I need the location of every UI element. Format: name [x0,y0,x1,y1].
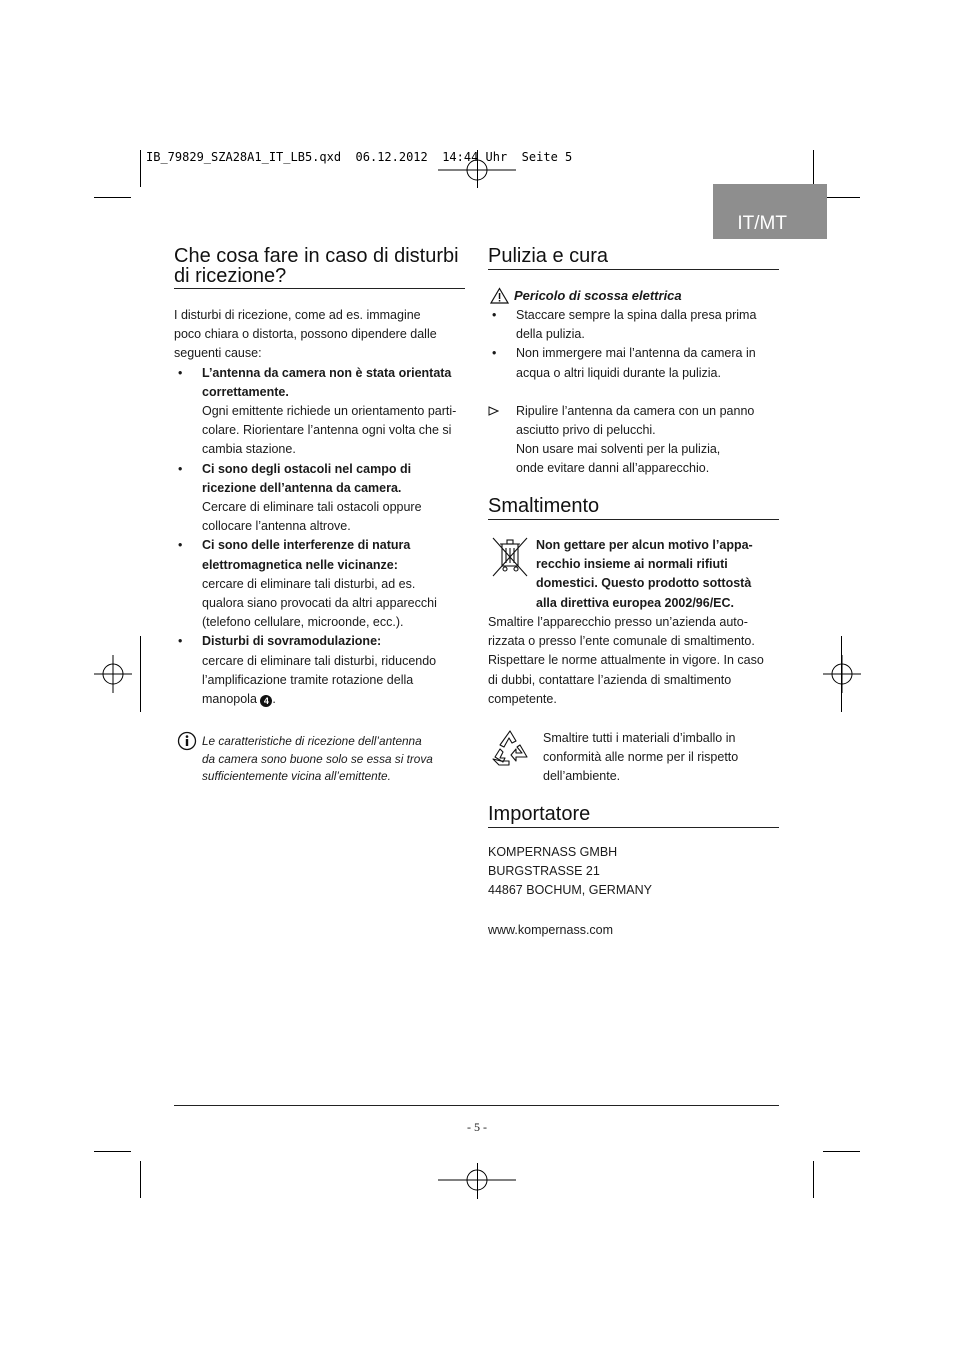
warning-triangle-icon [490,287,509,304]
weee-notice: Non gettare per alcun motivo l’appa- recchio insieme ai normali rifiuti domestici. Questo prodotto sottostà alla direttiva europea 2002/96/EC. [536,538,753,610]
heading-rule [488,269,779,270]
section-heading-disturbi: Che cosa fare in caso di disturbi di ricezione? [174,245,459,287]
instruction-item: Ripulire l’antenna da camera con un panno asciutto privo di pelucchi. Non usare mai solventi per la pulizia, onde evitare danni all’apparecchio. [488,402,780,479]
disturbi-content [174,306,469,709]
list-item: • Staccare sempre la spina dalla presa prima della pulizia. [492,308,757,342]
weee-crossed-bin-icon [490,536,530,578]
list-item: • L’antenna da camera non è stata orientata correttamente. Ogni emittente richiede un orientamento parti- colare. Riorientare l’antenna ogni volta che si cambia stazione. [178,365,457,457]
recycling-icon [489,728,531,768]
info-icon [177,731,197,751]
section-heading-pulizia: Pulizia e cura [488,245,609,267]
page-number: - 5 - [467,1120,487,1134]
recycle-text: Smaltire tutti i materiali d’imballo in conformità alle norme per il rispetto dell’ambiente. [543,731,739,784]
smaltimento-text: Smaltire l’apparecchio presso un’azienda auto- rizzata o presso l’ente comunale di smaltimento. Rispettare le norme attualmente in vigore. In caso di dubbi, contattare l’azienda di smaltimento competente. [488,615,764,706]
arrow-right-icon [488,406,499,416]
file-header: IB_79829_SZA28A1_IT_LB5.qxd 06.12.2012 14:44 Uhr Seite 5 [146,150,573,164]
section-heading-smaltimento: Smaltimento [488,495,600,517]
pulizia-content [488,286,780,479]
intro-text: I disturbi di ricezione, come ad es. immagine poco chiara o distorta, possono dipendere dalle seguenti cause: [174,308,437,361]
heading-rule [488,827,779,828]
list-item: • Disturbi di sovramodulazione: cercare di eliminare tali disturbi, riducendo l’amplificazione tramite rotazione della manopola 4 . [178,634,437,707]
language-tab: IT/MT [713,184,827,239]
footer-rule [174,1105,779,1106]
list-item: • Ci sono delle interferenze di natura elettromagnetica nelle vicinanze: cercare di eliminare tali disturbi, ad es. qualora siano provocati da altri apparecchi (telefono cellulare, microonde, ecc.). [178,538,437,630]
heading-rule [488,519,779,520]
importer-address: KOMPERNASS GMBH BURGSTRASSE 21 44867 BOCHUM, GERMANY [488,845,652,898]
list-item: • Non immergere mai l’antenna da camera in acqua o altri liquidi durante la pulizia. [492,346,756,380]
heading-rule [174,288,465,289]
list-item: • Ci sono degli ostacoli nel campo di ricezione dell’antenna da camera. Cercare di eliminare tali ostacoli oppure collocare l’antenna altrove. [178,461,422,534]
knob-number-icon: 4 [260,695,272,707]
warning-title-row: Pericolo di scossa elettrica [488,286,780,305]
section-heading-importatore: Importatore [488,803,591,825]
importer-website[interactable]: www.kompernass.com [488,923,614,937]
